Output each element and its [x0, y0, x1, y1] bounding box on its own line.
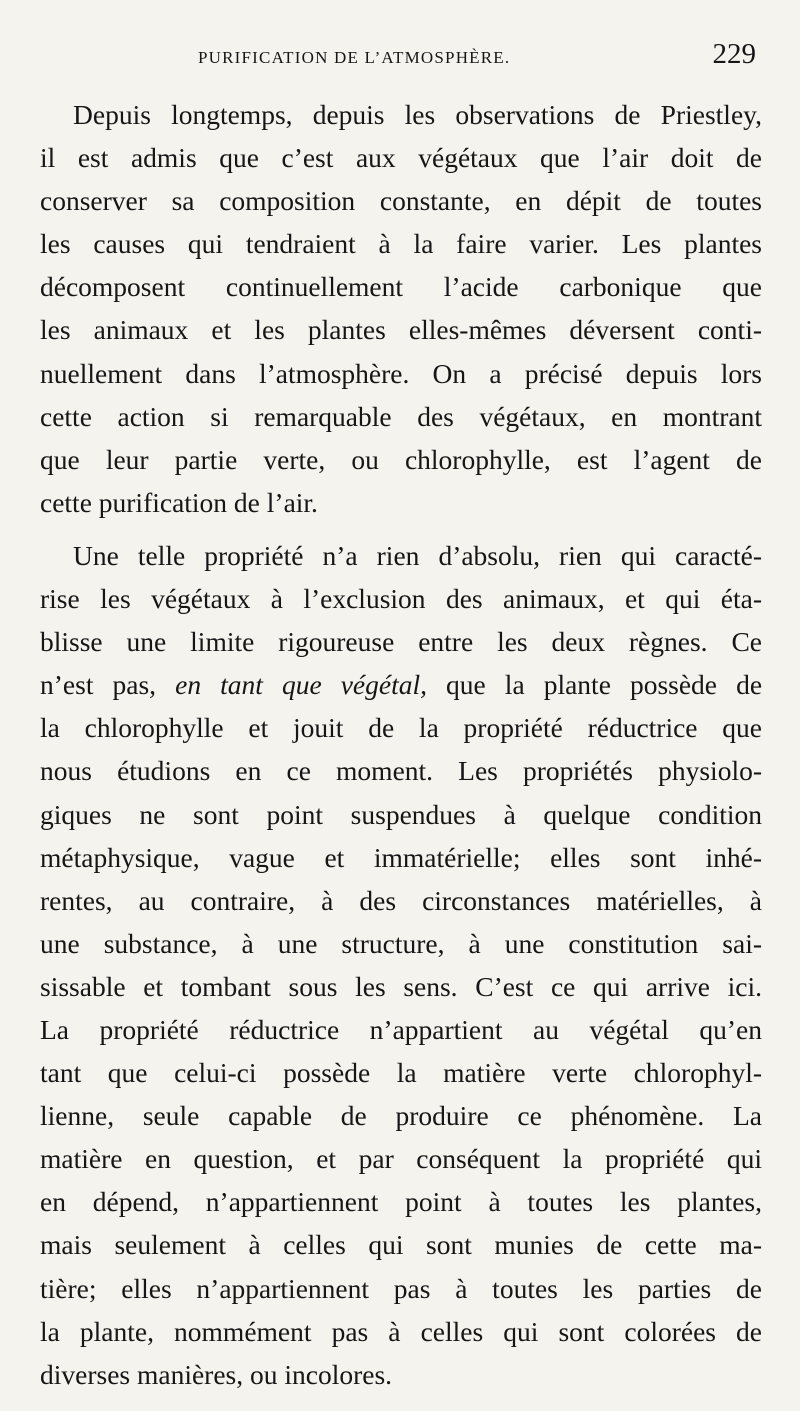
body-text	[40, 93, 762, 1396]
text-line: rise les végétaux à l’exclusion des animaux, et qui éta-	[40, 583, 762, 615]
text-line: cette purification de l’air.	[40, 486, 318, 518]
text-line: cette action si remarquable des végétaux, en montrant	[40, 400, 762, 432]
text-line: que leur partie verte, ou chlorophylle, est l’agent de	[40, 443, 762, 475]
text-line: diverses manières, ou incolores.	[40, 1358, 393, 1390]
text-line: les animaux et les plantes elles-mêmes déversent conti-	[40, 314, 762, 346]
text-line: conserver sa composition constante, en dépit de toutes	[40, 185, 762, 217]
text-line: nuellement dans l’atmosphère. On a précisé depuis lors	[40, 357, 762, 389]
text-line: tière; elles n’appartiennent pas à toutes les parties de	[40, 1272, 762, 1304]
text-line: sissable et tombant sous les sens. C’est ce qui arrive ici.	[40, 970, 762, 1002]
text-line: la chlorophylle et jouit de la propriété réductrice que	[40, 712, 762, 744]
text-line-with-italic	[40, 663, 762, 706]
text-line: Une telle propriété n’a rien d’absolu, rien qui caracté-	[73, 539, 762, 571]
text-line: La propriété réductrice n’appartient au végétal qu’en	[40, 1013, 762, 1045]
paragraph-2	[40, 534, 762, 1396]
text-line: blisse une limite rigoureuse entre les deux règnes. Ce	[40, 626, 762, 658]
text-line: il est admis que c’est aux végétaux que l’air doit de	[40, 142, 762, 174]
text-line: la plante, nommément pas à celles qui sont colorées de	[40, 1315, 762, 1347]
text-line: tant que celui-ci possède la matière verte chlorophyl-	[40, 1057, 762, 1089]
text-segment: que la plante possède de	[446, 669, 762, 701]
text-line: les causes qui tendraient à la faire varier. Les plantes	[40, 228, 762, 260]
paragraph-1	[40, 93, 762, 524]
text-line: rentes, au contraire, à des circonstances matérielles, à	[40, 884, 762, 916]
text-line: nous étudions en ce moment. Les propriétés physiolo-	[40, 755, 762, 787]
text-line: Depuis longtemps, depuis les observations de Priestley,	[73, 99, 762, 130]
text-line: giques ne sont point suspendues à quelque condition	[40, 798, 762, 830]
paragraph-gap	[40, 524, 762, 534]
text-line: en dépend, n’appartiennent point à toutes les plantes,	[40, 1186, 762, 1218]
text-line: mais seulement à celles qui sont munies de cette ma-	[40, 1229, 762, 1261]
page-header	[0, 38, 800, 78]
page-number: 229	[712, 38, 756, 70]
text-line: une substance, à une structure, à une constitution sai-	[40, 927, 762, 959]
text-line: décomposent continuellement l’acide carbonique que	[40, 271, 762, 303]
text-line: métaphysique, vague et immatérielle; elles sont inhé-	[40, 841, 762, 873]
italic-phrase: en tant que végétal,	[175, 669, 427, 701]
text-line: lienne, seule capable de produire ce phénomène. La	[40, 1100, 762, 1132]
text-segment: n’est pas,	[40, 669, 157, 701]
text-line: matière en question, et par conséquent la propriété qui	[40, 1143, 762, 1175]
running-head: PURIFICATION DE L’ATMOSPHÈRE.	[198, 48, 511, 67]
